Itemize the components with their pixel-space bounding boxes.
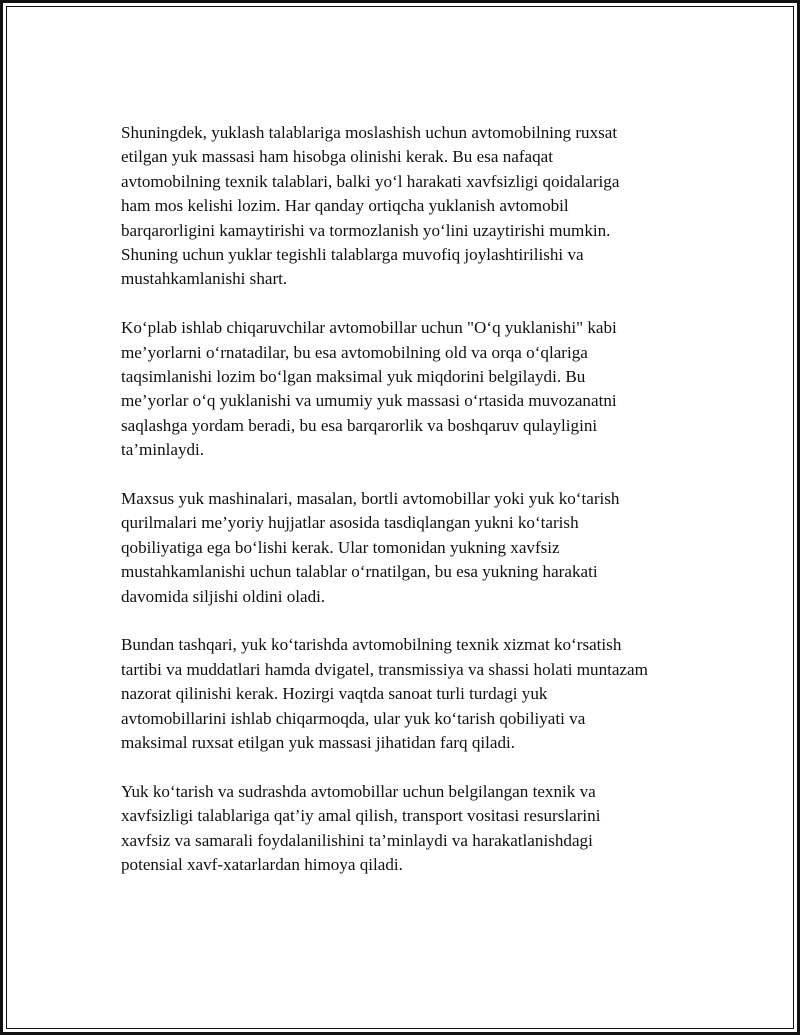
- paragraph-1: Shuningdek, yuklash talablariga moslashish uchun avtomobilning ruxsat etilgan yuk massasi ham hisobga olinishi kerak. Bu esa nafaqat avtomobilning texnik talablari, balki yo‘l harakati xavfsizligi qoidalariga ham mos kelishi lozim. Har qanday ortiqcha yuklanish avtomobil barqarorligini kamaytirishi va tormozlanish yo‘lini uzaytirishi mumkin. Shuning uchun yuklar tegishli talablarga muvofiq joylashtirilishi va mustahkamlanishi shart.: [121, 123, 620, 289]
- paragraph-2: Ko‘plab ishlab chiqaruvchilar avtomobillar uchun "O‘q yuklanishi" kabi me’yorlarni o‘rnatadilar, bu esa avtomobilning old va orqa o‘qlariga taqsimlanishi lozim bo‘lgan maksimal yuk miqdorini belgilaydi. Bu me’yorlar o‘q yuklanishi va umumiy yuk massasi o‘rtasida muvozanatni saqlashga yordam beradi, bu esa barqarorlik va boshqaruv qulayligini ta’minlaydi.: [121, 318, 617, 460]
- paragraph-5: Yuk ko‘tarish va sudrashda avtomobillar uchun belgilangan texnik va xavfsizligi talablariga qat’iy amal qilish, transport vositasi resurslarini xavfsiz va samarali foydalanilishini ta’minlaydi va harakatlanishdagi potensial xavf-xatarlardan himoya qiladi.: [121, 781, 601, 875]
- document-body: [121, 121, 701, 902]
- paragraph-4: Bundan tashqari, yuk ko‘tarishda avtomobilning texnik xizmat ko‘rsatish tartibi va muddatlari hamda dvigatel, transmissiya va shassi holati muntazam nazorat qilinishi kerak. Hozirgi vaqtda sanoat turli turdagi yuk avtomobillarini ishlab chiqarmoqda, ular yuk ko‘tarish qobiliyati va maksimal ruxsat etilgan yuk massasi jihatidan farq qiladi.: [121, 635, 648, 753]
- paragraph-3: Maxsus yuk mashinalari, masalan, bortli avtomobillar yoki yuk ko‘tarish qurilmalari me’yoriy hujjatlar asosida tasdiqlangan yukni ko‘tarish qobiliyatiga ega bo‘lishi kerak. Ular tomonidan yukning xavfsiz mustahkamlanishi uchun talablar o‘rnatilgan, bu esa yukning harakati davomida siljishi oldini oladi.: [121, 489, 620, 606]
